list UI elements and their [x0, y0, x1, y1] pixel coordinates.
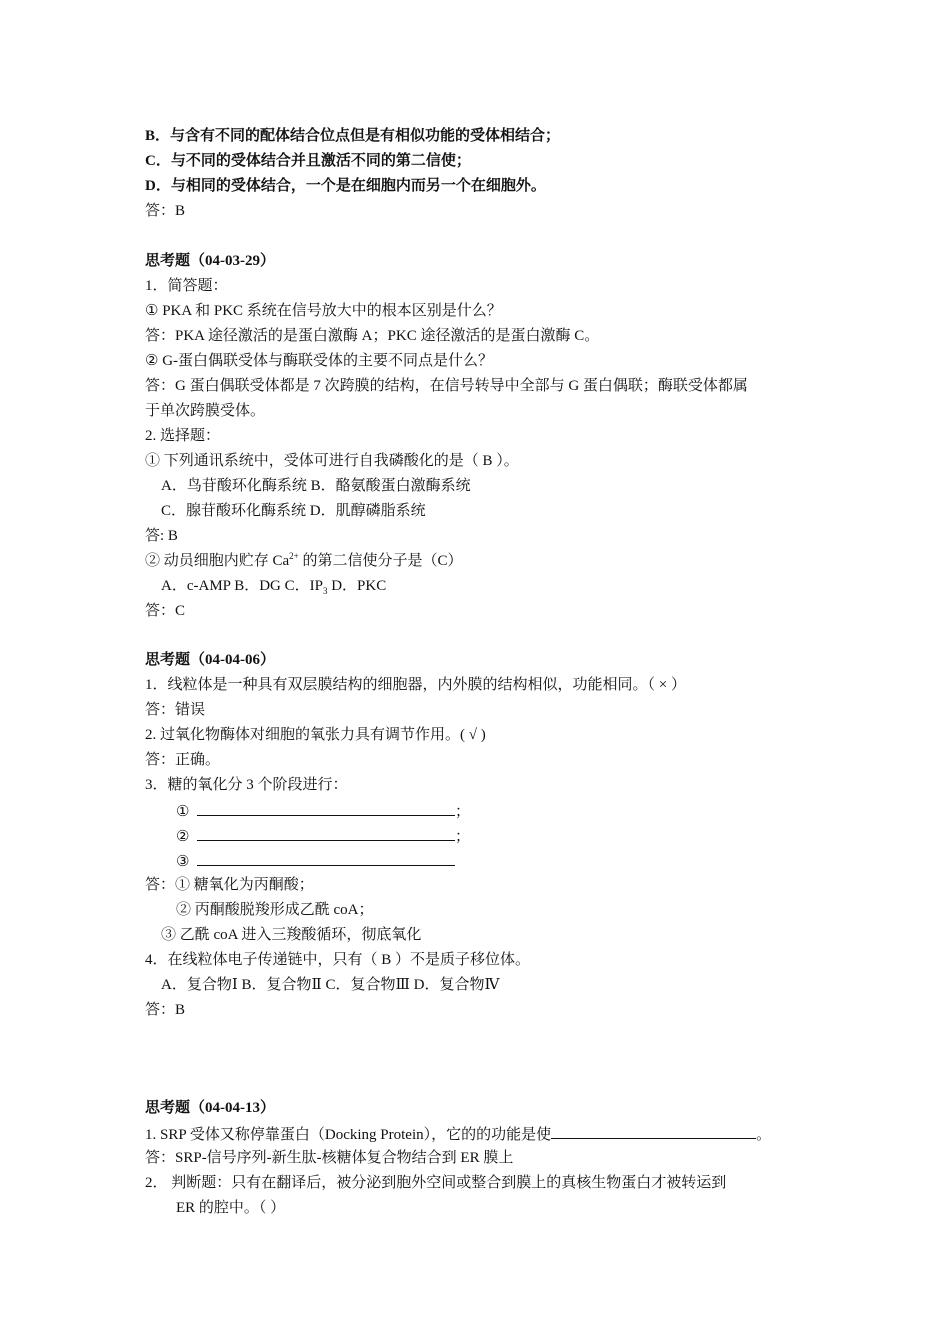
fill-blank-line — [176, 825, 470, 847]
question-title: 1．简答题： — [145, 278, 228, 294]
answer-line: 答：PKA 途径激活的是蛋白激酶 A；PKC 途径激活的是蛋白激酶 C。 — [145, 328, 600, 344]
option-c-line: C．与不同的受体结合并且激活不同的第二信使； — [145, 153, 471, 169]
question-text: ① PKA 和 PKC 系统在信号放大中的根本区别是什么？ — [145, 303, 502, 319]
question-text: ② G-蛋白偶联受体与酶联受体的主要不同点是什么？ — [145, 353, 494, 369]
question-text: 3．糖的氧化分 3 个阶段进行： — [145, 777, 348, 793]
blank-end: ； — [454, 829, 470, 845]
circled-number: ③ — [176, 854, 190, 870]
circled-number: ① — [176, 804, 190, 820]
options-line: A．复合物Ⅰ B．复合物Ⅱ C．复合物Ⅲ D．复合物Ⅳ — [161, 977, 500, 993]
question-text: ① 下列通讯系统中，受体可进行自我磷酸化的是（ B ）。 — [145, 453, 519, 469]
section-heading: 思考题（04-04-06） — [145, 652, 275, 668]
circled-number: ② — [176, 829, 190, 845]
options-line — [161, 576, 386, 596]
question-text: 2． 判断题：只有在翻译后，被分泌到胞外空间或整合到膜上的真核生物蛋白才被转运到 — [145, 1175, 727, 1191]
subscript: 3 — [322, 586, 328, 596]
options-line: C．腺苷酸环化酶系统 D．肌醇磷脂系统 — [161, 503, 426, 519]
answer-line: 答：B — [145, 203, 186, 219]
answer-line: 答：错误 — [145, 702, 206, 718]
fill-blank-line — [176, 850, 455, 872]
question-text — [145, 1123, 771, 1145]
answer-line: ② 丙酮酸脱羧形成乙酰 coA； — [176, 902, 374, 918]
option-b-line: B．与含有不同的配体结合位点但是有相似功能的受体相结合； — [145, 128, 561, 144]
answer-line-continued: 于单次跨膜受体。 — [145, 403, 266, 419]
options-part: D．PKC — [327, 578, 387, 594]
answer-line: 答：C — [145, 603, 186, 619]
question-text-part: 的第二信使分子是（C） — [298, 553, 463, 569]
blank-end: ； — [454, 804, 470, 820]
fill-blank — [197, 800, 455, 816]
options-part: A．c-AMP B．DG C．IP — [161, 578, 323, 594]
question-text-part: 1. SRP 受体又称停靠蛋白（Docking Protein），它的的功能是使 — [145, 1127, 552, 1143]
answer-line: 答：B — [145, 1002, 186, 1018]
fill-blank — [197, 825, 455, 841]
answer-line: 答: B — [145, 528, 178, 544]
answer-line: 答：正确。 — [145, 752, 221, 768]
question-text: 2. 过氧化物酶体对细胞的氧张力具有调节作用。( √ ) — [145, 727, 486, 743]
question-text-part: ② 动员细胞内贮存 Ca — [145, 553, 290, 569]
options-line: A．鸟苷酸环化酶系统 B．酪氨酸蛋白激酶系统 — [161, 478, 471, 494]
option-d-line: D．与相同的受体结合，一个是在细胞内而另一个在细胞外。 — [145, 178, 546, 194]
question-title: 2. 选择题： — [145, 428, 221, 444]
answer-line: 答：SRP-信号序列-新生肽-核糖体复合物结合到 ER 膜上 — [145, 1150, 514, 1166]
superscript: 2+ — [289, 551, 299, 561]
question-text — [145, 551, 463, 571]
answer-line: ③ 乙酰 coA 进入三羧酸循环，彻底氧化 — [161, 927, 422, 943]
answer-line: 答：G 蛋白偶联受体都是 7 次跨膜的结构，在信号转导中全部与 G 蛋白偶联；酶联受体都属 — [145, 378, 748, 394]
section-heading: 思考题（04-04-13） — [145, 1100, 275, 1116]
question-text: 1．线粒体是一种具有双层膜结构的细胞器，内外膜的结构相似，功能相同。（ × ） — [145, 677, 686, 693]
section-heading: 思考题（04-03-29） — [145, 253, 275, 269]
answer-line: 答：① 糖氧化为丙酮酸； — [145, 877, 314, 893]
fill-blank-line — [176, 800, 470, 822]
blank-end: 。 — [756, 1127, 772, 1143]
fill-blank — [551, 1123, 756, 1139]
fill-blank — [197, 850, 455, 866]
question-text: 4．在线粒体电子传递链中，只有（ B ）不是质子移位体。 — [145, 952, 531, 968]
question-text-continued: ER 的腔中。（ ） — [176, 1200, 286, 1216]
